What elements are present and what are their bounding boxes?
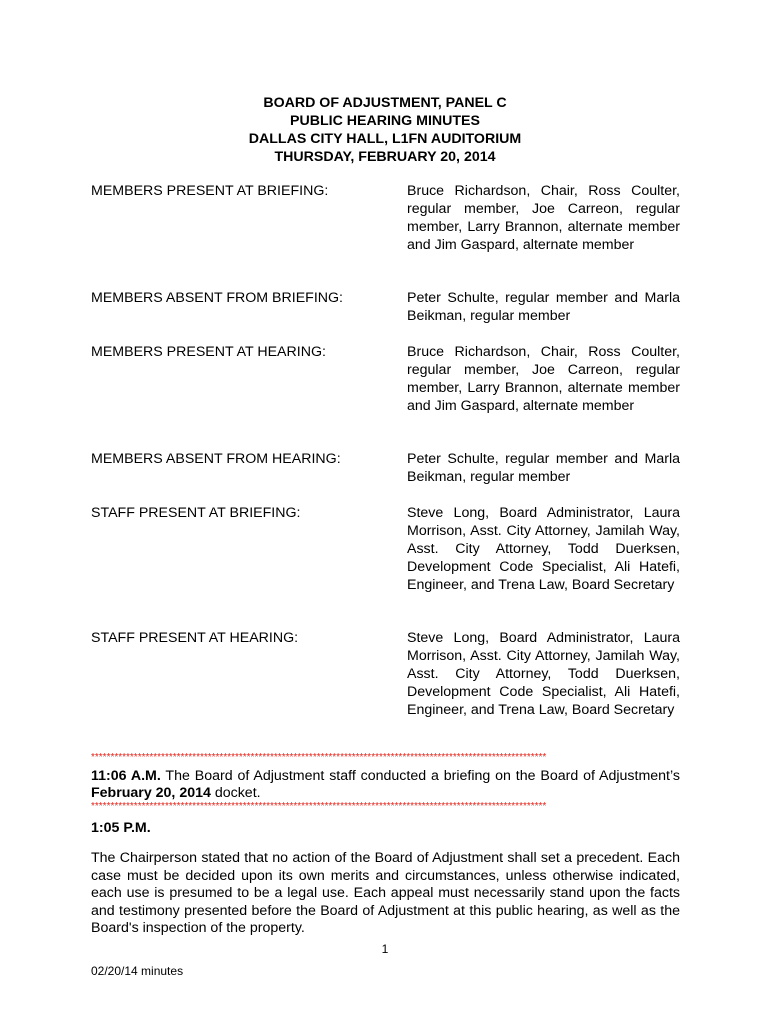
briefing-time: 11:06 A.M. bbox=[91, 768, 161, 784]
attendance-value: Bruce Richardson, Chair, Ross Coulter, regular member, Joe Carreon, regular member, Larry Brannon, alternate member and Jim Gaspard, alternate member bbox=[407, 344, 680, 414]
hearing-time: 1:05 P.M. bbox=[91, 820, 151, 836]
attendance-label: MEMBERS ABSENT FROM BRIEFING: bbox=[91, 290, 343, 306]
document-header bbox=[0, 94, 770, 166]
briefing-text-end: docket. bbox=[210, 785, 261, 801]
attendance-value: Steve Long, Board Administrator, Laura Morrison, Asst. City Attorney, Jamilah Way, Asst. City Attorney, Todd Duerksen, Development Code Specialist, Ali Hatefi, Engineer, and Trena Law, Board Secretary bbox=[407, 505, 680, 593]
attendance-value: Bruce Richardson, Chair, Ross Coulter, regular member, Joe Carreon, regular member, Larry Brannon, alternate member and Jim Gaspard, alternate member bbox=[407, 183, 680, 253]
chairperson-statement: The Chairperson stated that no action of the Board of Adjustment shall set a precedent. Each case must be decided upon its own merits and circumstances, unless otherwise indicated, each use is presumed to be a legal use. Each appeal must necessarily stand upon the facts and testimony presented before the Board of Adjustment at this public hearing, as well as the Board's inspection of the property. bbox=[91, 850, 680, 936]
attendance-value: Peter Schulte, regular member and Marla Beikman, regular member bbox=[407, 451, 680, 485]
attendance-label: STAFF PRESENT AT HEARING: bbox=[91, 630, 299, 646]
separator-line: ********************************************************************************************************************* bbox=[91, 802, 547, 812]
attendance-label: MEMBERS PRESENT AT BRIEFING: bbox=[91, 183, 329, 199]
page-number: 1 bbox=[381, 942, 389, 956]
header-subtitle: PUBLIC HEARING MINUTES bbox=[290, 113, 480, 129]
separator-line: ********************************************************************************************************************* bbox=[91, 753, 547, 763]
briefing-text: The Board of Adjustment staff conducted a briefing on the Board of Adjustment’s bbox=[160, 768, 680, 784]
briefing-paragraph bbox=[91, 768, 680, 802]
attendance-label: MEMBERS ABSENT FROM HEARING: bbox=[91, 451, 341, 467]
header-title: BOARD OF ADJUSTMENT, PANEL C bbox=[263, 95, 507, 111]
attendance-label: MEMBERS PRESENT AT HEARING: bbox=[91, 344, 326, 360]
attendance-value: Peter Schulte, regular member and Marla Beikman, regular member bbox=[407, 290, 680, 324]
header-date: THURSDAY, FEBRUARY 20, 2014 bbox=[274, 149, 496, 165]
footer-text: 02/20/14 minutes bbox=[91, 964, 184, 978]
header-location: DALLAS CITY HALL, L1FN AUDITORIUM bbox=[248, 131, 522, 147]
attendance-label: STAFF PRESENT AT BRIEFING: bbox=[91, 505, 301, 521]
briefing-date: February 20, 2014 bbox=[91, 785, 211, 801]
attendance-value: Steve Long, Board Administrator, Laura Morrison, Asst. City Attorney, Jamilah Way, Asst. City Attorney, Todd Duerksen, Development Code Specialist, Ali Hatefi, Engineer, and Trena Law, Board Secretary bbox=[407, 630, 680, 718]
